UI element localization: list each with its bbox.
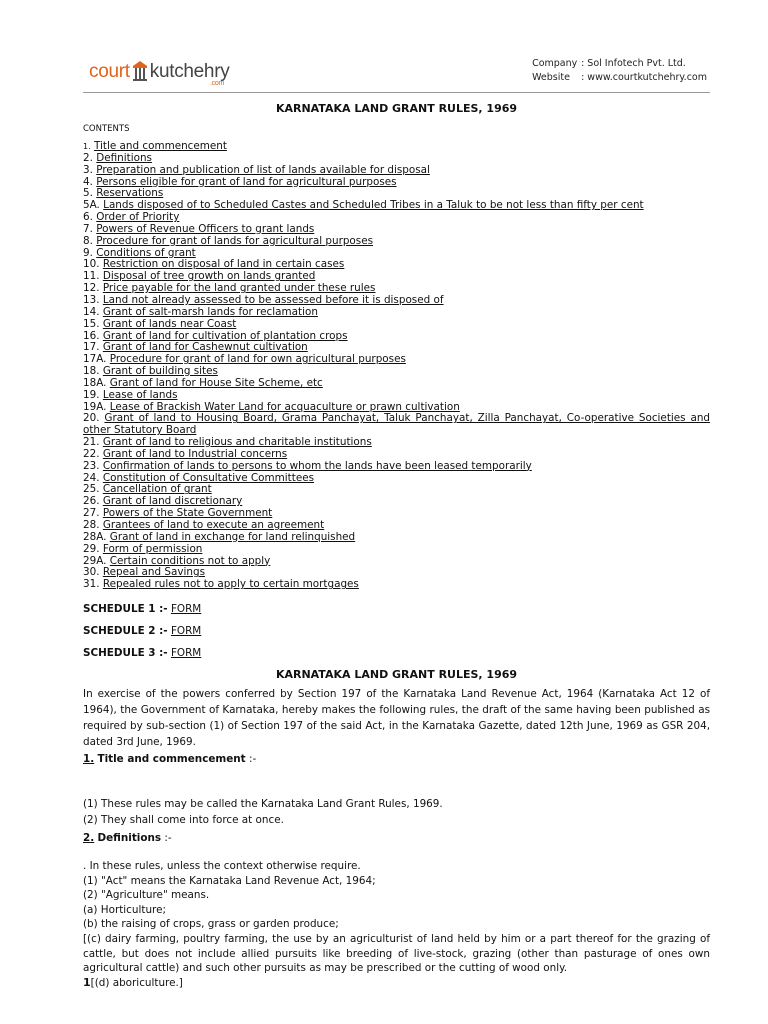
preamble-paragraph: In exercise of the powers conferred by Section 197 of the Karnataka Land Revenue Act, 1964 (Karnataka Act 12 of 1964), the Government of Karnataka, hereby makes the following rules, the draft of the same having been published as required by sub-section (1) of Section 197 of the said Act, in the Karnataka Gazette, dated 12th June, 1969 as GSR 204, dated 3rd June, 1969. <box>83 688 710 748</box>
toc-item-link[interactable]: Grant of building sites <box>102 365 218 378</box>
toc-item-number: 10. <box>83 258 100 271</box>
toc-item <box>83 579 710 591</box>
rule-line: (2) They shall come into force at once. <box>83 814 284 826</box>
definition-c-paragraph: [(c) dairy farming, poultry farming, the use by an agriculturist of land held by him or a part thereof for the grazing of cattle, but does not include allied pursuits like breeding of live-stock, grazing (other than pasturage of ones own agricultural cattle) and such other pursuits as may be prescribed or the cutting of wood only. <box>83 932 710 975</box>
company-value: : Sol Infotech Pvt. Ltd. <box>581 58 686 69</box>
toc-item-number: 28. <box>83 519 100 531</box>
toc-item-link[interactable]: Grant of land in exchange for land relinquished <box>109 530 356 543</box>
toc-item-link[interactable]: Procedure for grant of lands for agricultural purposes <box>96 234 374 247</box>
section-2-heading <box>83 832 172 844</box>
toc-item-number: 9. <box>83 246 93 259</box>
toc-item-link[interactable]: Order of Priority <box>96 211 180 224</box>
contents-label: CONTENTS <box>83 124 130 134</box>
toc-item-link[interactable]: Lease of lands <box>102 388 178 401</box>
toc-item-number: 19A. <box>83 400 107 413</box>
toc-item-link[interactable]: Grant of land to religious and charitable institutions <box>102 436 372 449</box>
toc-item-number: 28A. <box>83 530 107 543</box>
toc-item-link[interactable]: Definitions <box>96 151 152 164</box>
toc-item-link[interactable]: Grant of land discretionary <box>102 495 243 508</box>
section-1-number[interactable]: 1. <box>83 753 95 765</box>
rule-line: (a) Horticulture; <box>83 903 166 916</box>
section-1-suffix: :- <box>245 753 257 765</box>
toc-item-link[interactable]: Powers of the State Government <box>102 507 273 520</box>
toc-item-link[interactable]: Restriction on disposal of land in certain cases <box>102 258 345 271</box>
toc-item-link[interactable]: Price payable for the land granted under these rules <box>102 282 376 295</box>
document-page <box>83 0 710 989</box>
company-label: Company <box>532 58 578 69</box>
toc-item-link[interactable]: Reservations <box>96 187 164 200</box>
toc-item-link[interactable]: Repeal and Savings <box>102 566 205 579</box>
toc-item-link[interactable]: Grant of land for Cashewnut cultivation <box>102 341 308 354</box>
logo-com-text: .com <box>210 80 224 87</box>
toc-item-number: 17A. <box>83 353 107 366</box>
toc-item-number: 21. <box>83 436 100 449</box>
toc-item-link[interactable]: Persons eligible for grant of land for agricultural purposes <box>96 175 397 188</box>
section-2-number[interactable]: 2. <box>83 832 95 844</box>
definition-d-line <box>83 976 710 991</box>
toc-item-number: 8. <box>83 234 93 247</box>
toc-item-number: 29A. <box>83 554 107 567</box>
toc-item-link[interactable]: Disposal of tree growth on lands granted <box>102 270 316 283</box>
toc-item-number: 3. <box>83 163 93 176</box>
schedule-2-form-link[interactable]: FORM <box>170 625 202 637</box>
toc-item <box>83 413 710 437</box>
toc-item-number: 29. <box>83 542 100 555</box>
schedule-label: SCHEDULE 2 :- <box>83 625 168 637</box>
toc-item-link[interactable]: Confirmation of lands to persons to whom the lands have been leased temporarily <box>102 459 532 472</box>
rule-line: (2) "Agriculture" means. <box>83 889 210 902</box>
toc-item <box>83 177 710 189</box>
toc-item-link[interactable]: Cancellation of grant <box>102 483 212 496</box>
table-of-contents <box>83 141 710 591</box>
toc-item-number: 13. <box>83 293 100 306</box>
schedule-3 <box>83 647 201 659</box>
toc-item-number: 16. <box>83 329 100 342</box>
gavel-man-icon <box>131 60 149 82</box>
toc-item-link[interactable]: Procedure for grant of land for own agricultural purposes <box>109 353 406 366</box>
toc-item-link[interactable]: Grantees of land to execute an agreement <box>102 519 325 531</box>
toc-item-link[interactable]: Grant of salt-marsh lands for reclamation <box>102 305 318 318</box>
toc-item-link[interactable]: Land not already assessed to be assessed before it is disposed of <box>102 293 444 306</box>
section-1-body <box>83 796 710 828</box>
schedule-label: SCHEDULE 3 :- <box>83 647 168 659</box>
rule-line: (b) the raising of crops, grass or garden produce; <box>83 918 339 931</box>
schedule-2 <box>83 625 201 637</box>
toc-item-number: 1. <box>83 142 91 151</box>
section-2-suffix: :- <box>161 832 172 844</box>
section-2-body <box>83 859 710 990</box>
toc-item-number: 11. <box>83 270 100 283</box>
page-header <box>83 0 710 93</box>
toc-item-number: 7. <box>83 222 93 235</box>
schedule-label: SCHEDULE 1 :- <box>83 603 168 615</box>
toc-item-link[interactable]: Grant of lands near Coast <box>102 317 237 330</box>
company-info <box>532 57 707 85</box>
toc-item-number: 14. <box>83 305 100 318</box>
footnote-marker[interactable]: 1 <box>83 975 91 989</box>
section-2-title: Definitions <box>97 832 162 844</box>
toc-item-link[interactable]: Grant of land for cultivation of plantation crops <box>102 329 348 342</box>
toc-item-link[interactable]: Certain conditions not to apply <box>109 554 271 567</box>
website-label: Website <box>532 72 570 83</box>
toc-item-link[interactable]: Lease of Brackish Water Land for acquaculture or prawn cultivation <box>109 400 460 413</box>
toc-item <box>83 141 710 153</box>
toc-item-number: 5A. <box>83 199 100 212</box>
rule-line: (1) "Act" means the Karnataka Land Revenue Act, 1964; <box>83 874 376 887</box>
schedule-1 <box>83 603 201 615</box>
toc-item-link[interactable]: Grant of land to Housing Board, Grama Panchayat, Taluk Panchayat, Zilla Panchayat, Co-operative Societies and other Statutory Board <box>83 412 710 437</box>
toc-item-link[interactable]: Powers of Revenue Officers to grant lands <box>96 222 315 235</box>
toc-item-number: 27. <box>83 507 100 520</box>
courtkutchehry-logo[interactable] <box>89 60 230 87</box>
toc-item-number: 23. <box>83 459 100 472</box>
toc-item-number: 6. <box>83 211 93 224</box>
toc-item-number: 2. <box>83 151 93 164</box>
toc-item-number: 17. <box>83 341 100 354</box>
website-value: : www.courtkutchehry.com <box>581 72 707 83</box>
document-title: KARNATAKA LAND GRANT RULES, 1969 <box>275 102 518 115</box>
toc-item-link[interactable]: Form of permission <box>102 542 203 555</box>
toc-item-link[interactable]: Grant of land for House Site Scheme, etc <box>109 376 323 389</box>
rule-line: (1) These rules may be called the Karnataka Land Grant Rules, 1969. <box>83 798 443 810</box>
toc-item-number: 25. <box>83 483 100 496</box>
toc-item-number: 22. <box>83 447 100 460</box>
toc-item-number: 4. <box>83 175 93 188</box>
toc-item-number: 5. <box>83 187 93 200</box>
toc-item-link[interactable]: Lands disposed of to Scheduled Castes and Scheduled Tribes in a Taluk to be not less than fifty per cent <box>103 199 644 212</box>
rule-line: . In these rules, unless the context otherwise require. <box>83 860 361 872</box>
section-1-title: Title and commencement <box>97 753 246 765</box>
toc-item-number: 24. <box>83 471 100 484</box>
toc-item-number: 26. <box>83 495 100 508</box>
logo-kutchehry-text: kutchehry <box>149 61 230 82</box>
toc-item-number: 12. <box>83 282 100 295</box>
toc-item-number: 30. <box>83 566 100 579</box>
toc-item-number: 20. <box>83 412 100 425</box>
toc-item-number: 18A. <box>83 376 107 389</box>
toc-item-link[interactable]: Grant of land to Industrial concerns <box>102 447 288 460</box>
toc-item-number: 15. <box>83 317 100 330</box>
logo-court-text: court <box>89 61 130 82</box>
toc-item-link[interactable]: Title and commencement <box>93 140 227 152</box>
toc-item-link[interactable]: Repealed rules not to apply to certain mortgages <box>102 578 359 591</box>
toc-item-number: 19. <box>83 388 100 401</box>
section-title: KARNATAKA LAND GRANT RULES, 1969 <box>275 668 518 681</box>
toc-item-number: 31. <box>83 578 100 591</box>
definition-d-text: [(d) aboriculture.] <box>90 976 183 989</box>
toc-item-number: 18. <box>83 365 100 378</box>
toc-item-link[interactable]: Constitution of Consultative Committees <box>102 471 315 484</box>
toc-item-link[interactable]: Conditions of grant <box>96 246 196 259</box>
section-1-heading <box>83 753 256 765</box>
schedule-1-form-link[interactable]: FORM <box>170 603 202 615</box>
toc-item-link[interactable]: Preparation and publication of list of lands available for disposal <box>96 163 430 176</box>
schedule-3-form-link[interactable]: FORM <box>170 647 202 659</box>
